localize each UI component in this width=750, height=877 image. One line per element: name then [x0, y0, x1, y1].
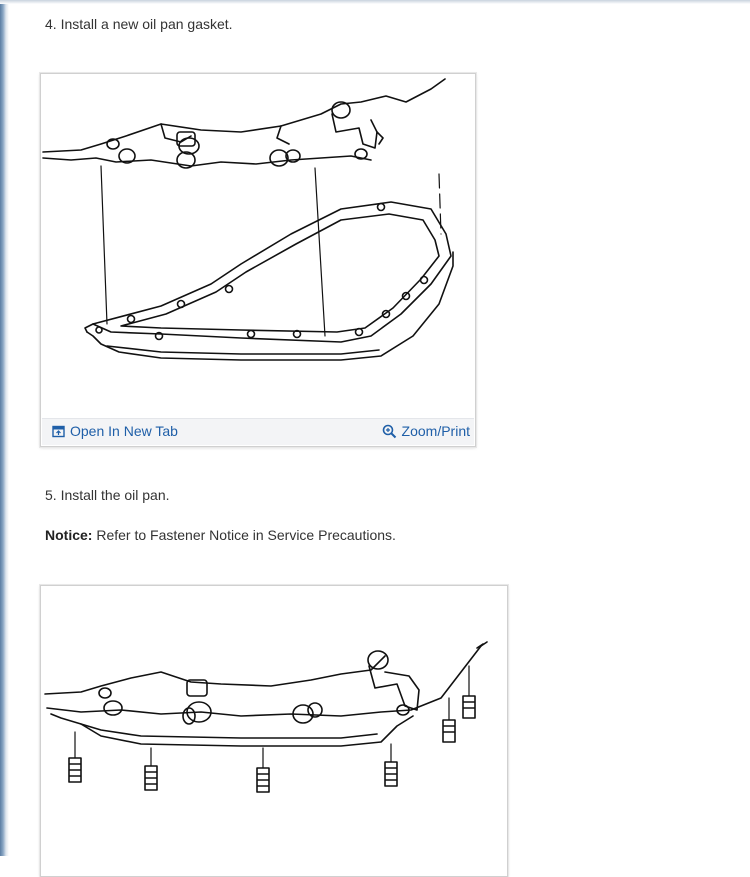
figure-toolbar — [42, 418, 474, 445]
zoom-print-button[interactable] — [382, 423, 470, 439]
notice-label: Notice: — [45, 527, 93, 543]
step-4-text: 4. Install a new oil pan gasket. — [45, 16, 233, 32]
open-in-new-tab-label: Open In New Tab — [70, 423, 178, 439]
magnifier-zoom-icon — [382, 424, 397, 439]
oil-pan-install-illustration — [41, 586, 507, 876]
window-left-edge — [0, 0, 9, 856]
zoom-print-label: Zoom/Print — [401, 423, 470, 439]
oil-pan-install-figure — [40, 585, 508, 877]
window-top-edge — [0, 0, 750, 4]
notice-line — [45, 526, 396, 544]
notice-text: Refer to Fastener Notice in Service Precautions. — [92, 527, 396, 543]
open-in-new-tab-button[interactable] — [52, 423, 178, 439]
step-5-text: 5. Install the oil pan. — [45, 487, 170, 503]
open-new-tab-icon — [52, 425, 65, 438]
oil-pan-gasket-figure — [40, 73, 476, 447]
oil-pan-gasket-illustration — [41, 74, 475, 418]
